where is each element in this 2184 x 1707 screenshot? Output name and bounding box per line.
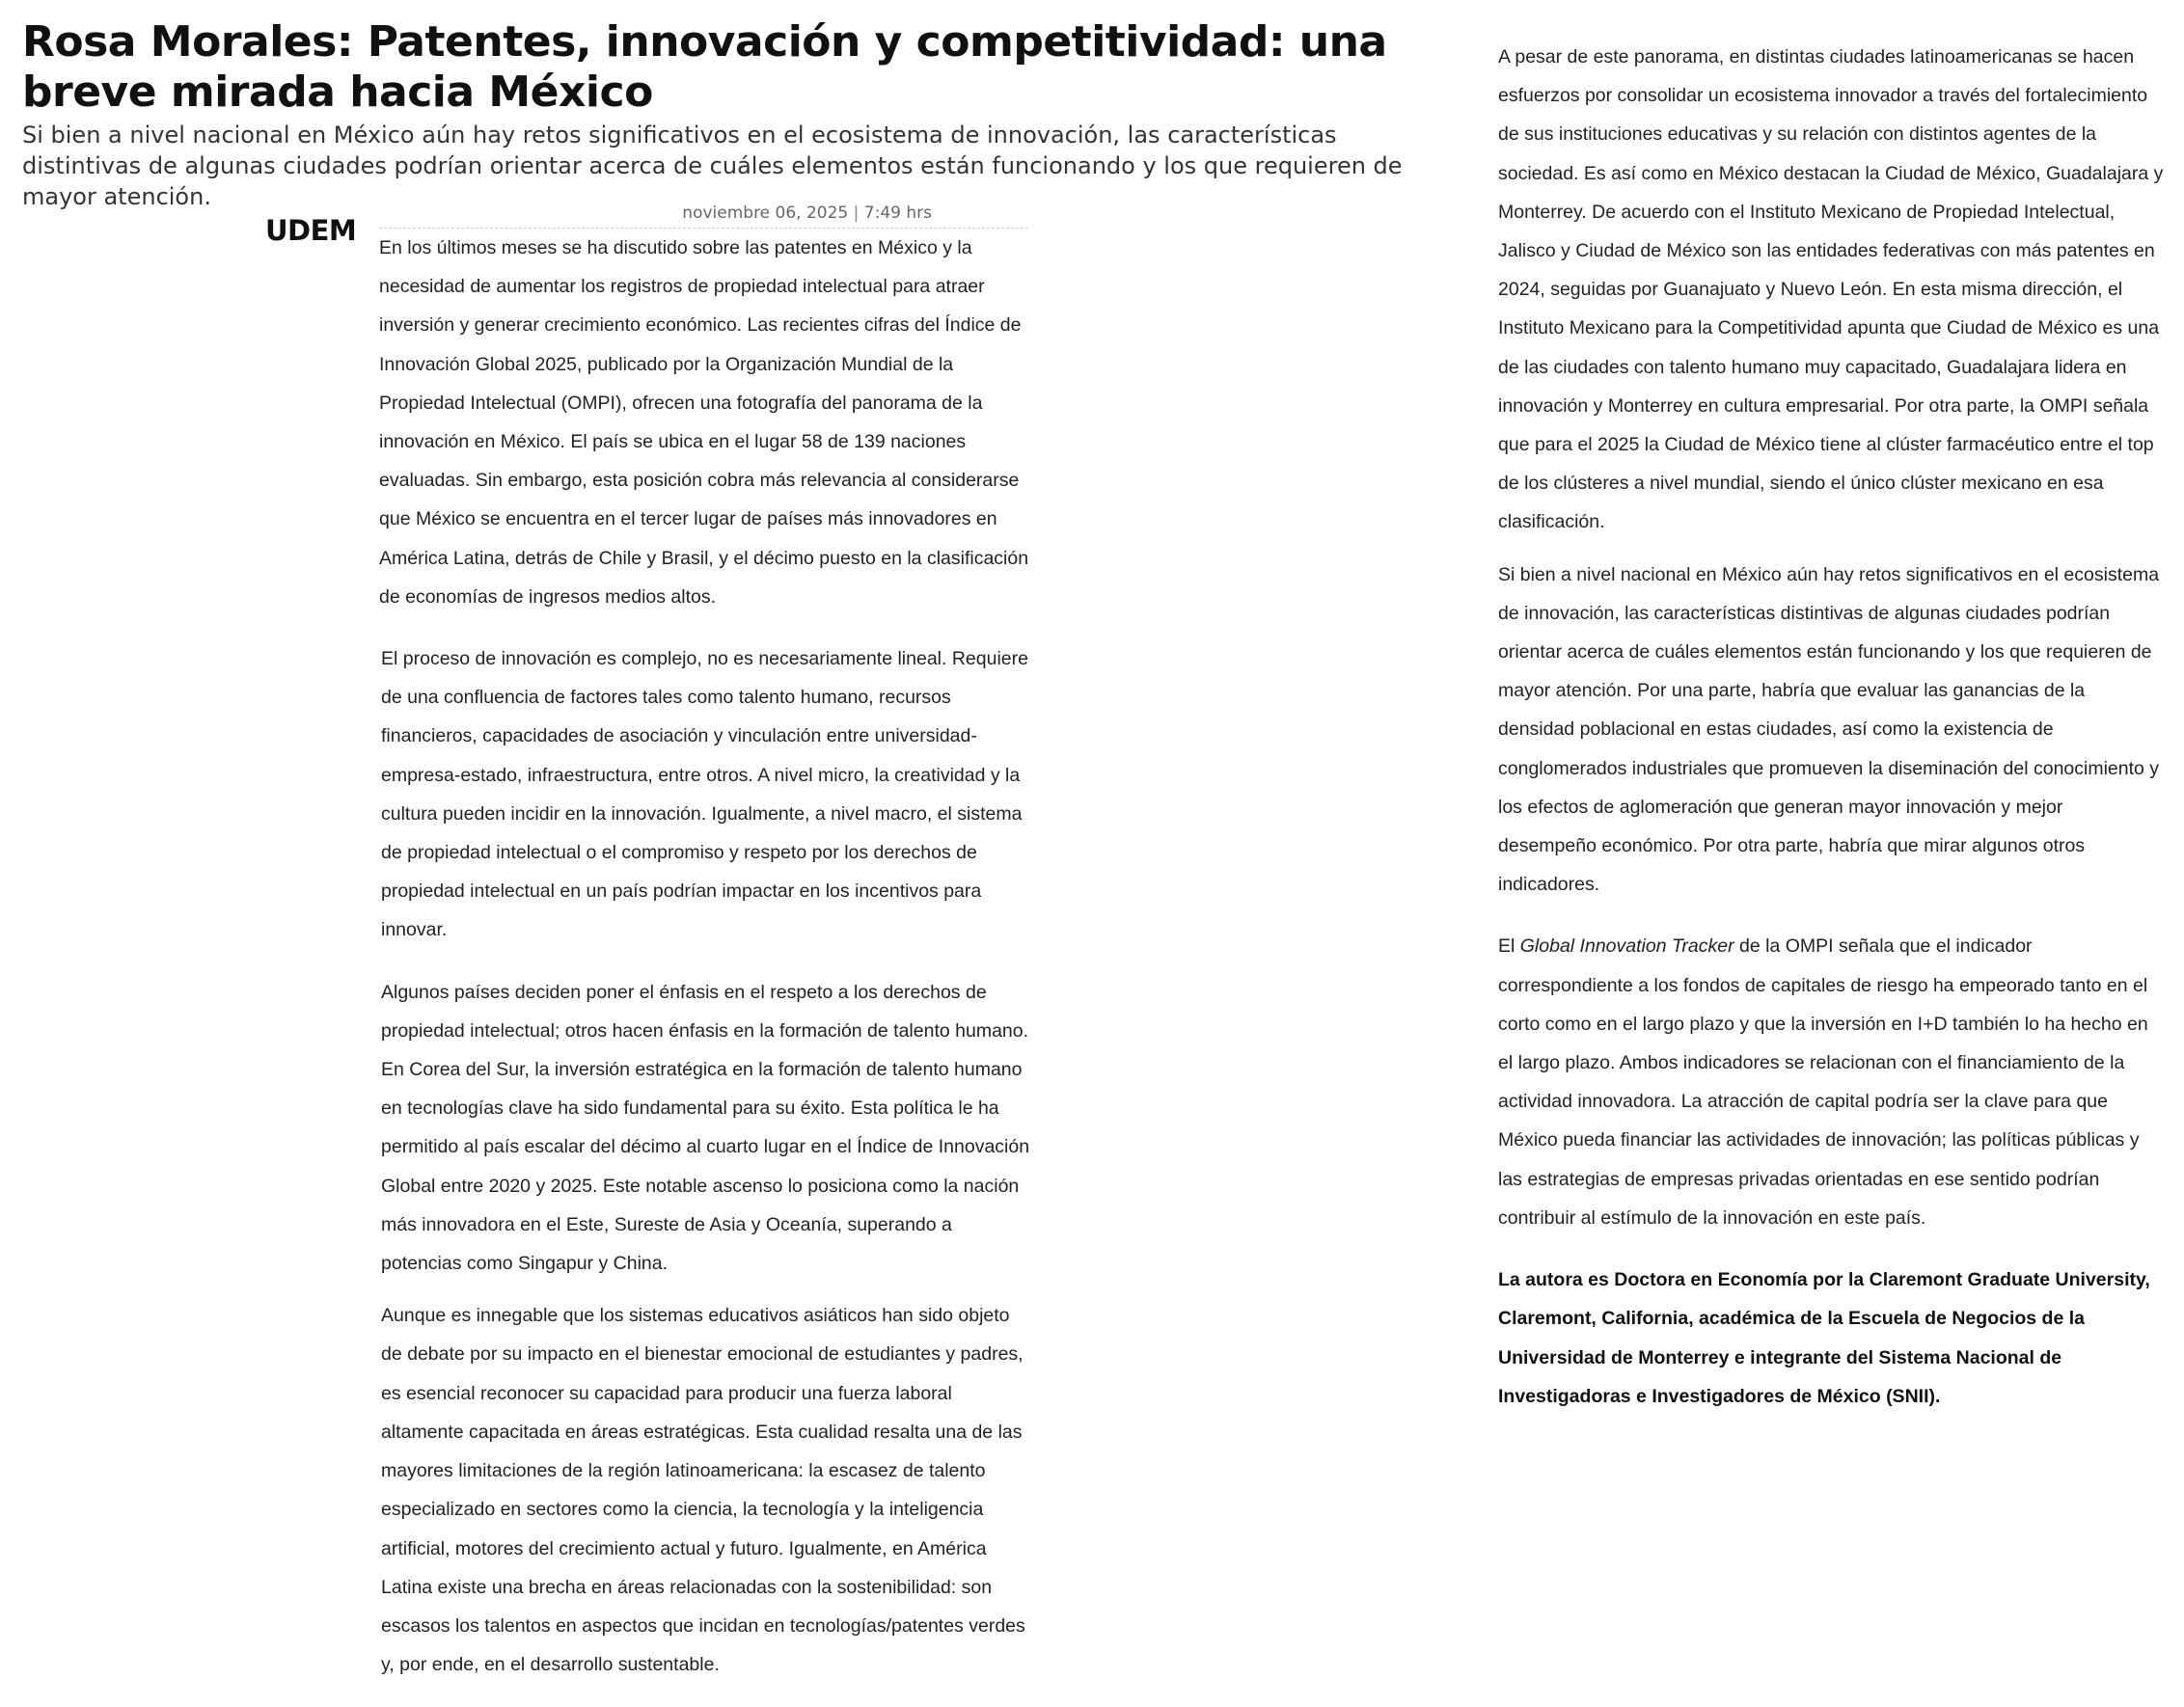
publish-time: 7:49 hrs xyxy=(863,203,932,223)
byline xyxy=(379,203,1028,229)
article-subtitle: Si bien a nivel nacional en México aún hay retos significativos en el ecosistema de innovación, las características distintivas de algunas ciudades podrían orientar acerca de cuáles elementos están funcionando y los que requieren de mayor atención. xyxy=(22,122,1403,210)
author-note: La autora es Doctora en Economía por la Claremont Graduate University, Claremont, California, académica de la Escuela de Negocios de la Universidad de Monterrey e integrante del Sistema Nacional de Investigadoras e Investigadores de México (SNII). xyxy=(1498,1269,2150,1407)
byline-separator: | xyxy=(853,203,860,223)
global-innovation-tracker-term: Global Innovation Tracker xyxy=(1519,935,1734,958)
article-paragraph: El proceso de innovación es complejo, no es necesariamente lineal. Requiere de una confluencia de factores tales como talento humano, recursos financieros, capacidades de asociación y vinculación entre universidad-empresa-estado, infraestructura, entre otros. A nivel micro, la creatividad y la cultura pueden incidir en la innovación. Igualmente, a nivel macro, el sistema de propiedad intelectual o el compromiso y respeto por los derechos de propiedad intelectual en un país podrían impactar en los incentivos para innovar. xyxy=(381,648,1028,941)
article-paragraph: A pesar de este panorama, en distintas ciudades latinoamericanas se hacen esfuerzos por consolidar un ecosistema innovador a través del fortalecimiento de sus instituciones educativas y su relación con distintos agentes de la sociedad. Es así como en México destacan la Ciudad de México, Guadalajara y Monterrey. De acuerdo con el Instituto Mexicano de Propiedad Intelectual, Jalisco y Ciudad de México son las entidades federativas con más patentes en 2024, seguidas por Guanajuato y Nuevo León. En esta misma dirección, el Instituto Mexicano para la Competitividad apunta que Ciudad de México es una de las ciudades con talento humano muy capacitado, Guadalajara lidera en innovación y Monterrey en cultura empresarial. Por otra parte, la OMPI señala que para el 2025 la Ciudad de México tiene al clúster farmacéutico entre el top de los clústeres a nivel mundial, siendo el único clúster mexicano en esa clasificación. xyxy=(1498,46,2164,533)
paragraph-text: El xyxy=(1498,935,1520,958)
article-paragraph: Algunos países deciden poner el énfasis en el respeto a los derechos de propiedad intelectual; otros hacen énfasis en la formación de talento humano. En Corea del Sur, la inversión estratégica en la formación de talento humano en tecnologías clave ha sido fundamental para su éxito. Esta política le ha permitido al país escalar del décimo al cuarto lugar en el Índice de Innovación Global entre 2020 y 2025. Este notable ascenso lo posiciona como la nación más innovadora en el Este, Sureste de Asia y Oceanía, superando a potencias como Singapur y China. xyxy=(381,981,1030,1275)
article-paragraph: En los últimos meses se ha discutido sobre las patentes en México y la necesidad de aumentar los registros de propiedad intelectual para atraer inversión y generar crecimiento económico. Las recientes cifras del Índice de Innovación Global 2025, publicado por la Organización Mundial de la Propiedad Intelectual (OMPI), ofrecen una fotografía del panorama de la innovación en México. El país se ubica en el lugar 58 de 139 naciones evaluadas. Sin embargo, esta posición cobra más relevancia al considerarse que México se encuentra en el tercer lugar de países más innovadores en América Latina, detrás de Chile y Brasil, y el décimo puesto en la clasificación de economías de ingresos medios altos. xyxy=(379,237,1029,608)
article-body-right xyxy=(1498,38,2164,1429)
publish-date: noviembre 06, 2025 xyxy=(682,203,849,223)
article-paragraph xyxy=(1498,927,2164,1237)
paragraph-text: de la OMPI señala que el indicador correspondiente a los fondos de capitales de riesgo ha empeorado tanto en el corto como en el largo plazo y que la inversión en I+D también lo ha hecho en el largo plazo. Ambos indicadores se relacionan con el financiamiento de la actividad innovadora. La atracción de capital podría ser la clave para que México pueda financiar las actividades de innovación; las políticas públicas y las estrategias de empresas privadas orientadas en ese sentido podrían contribuir al estímulo de la innovación en este país. xyxy=(1498,935,2148,1229)
article-paragraph: Aunque es innegable que los sistemas educativos asiáticos han sido objeto de debate por su impacto en el bienestar emocional de estudiantes y padres, es esencial reconocer su capacidad para producir una fuerza laboral altamente capacitada en áreas estratégicas. Esta cualidad resalta una de las mayores limitaciones de la región latinoamericana: la escasez de talento especializado en sectores como la ciencia, la tecnología y la inteligencia artificial, motores del crecimiento actual y futuro. Igualmente, en América Latina existe una brecha en áreas relacionadas con la sostenibilidad: son escasos los talentos en aspectos que incidan en tecnologías/patentes verdes y, por ende, en el desarrollo sustentable. xyxy=(381,1305,1025,1676)
article-paragraph: Si bien a nivel nacional en México aún hay retos significativos en el ecosistema de innovación, las características distintivas de algunas ciudades podrían orientar acerca de cuáles elementos están funcionando y los que requieren de mayor atención. Por una parte, habría que evaluar las ganancias de la densidad poblacional en estas ciudades, así como la existencia de conglomerados industriales que promueven la diseminación del conocimiento y los efectos de aglomeración que generan mayor innovación y mejor desempeño económico. Por otra parte, habría que mirar algunos otros indicadores. xyxy=(1498,563,2160,896)
udem-logo: UDEM xyxy=(265,214,357,247)
article-body-left xyxy=(379,229,1035,1697)
article-title: Rosa Morales: Patentes, innovación y competitividad: una breve mirada hacia México xyxy=(22,17,1387,117)
